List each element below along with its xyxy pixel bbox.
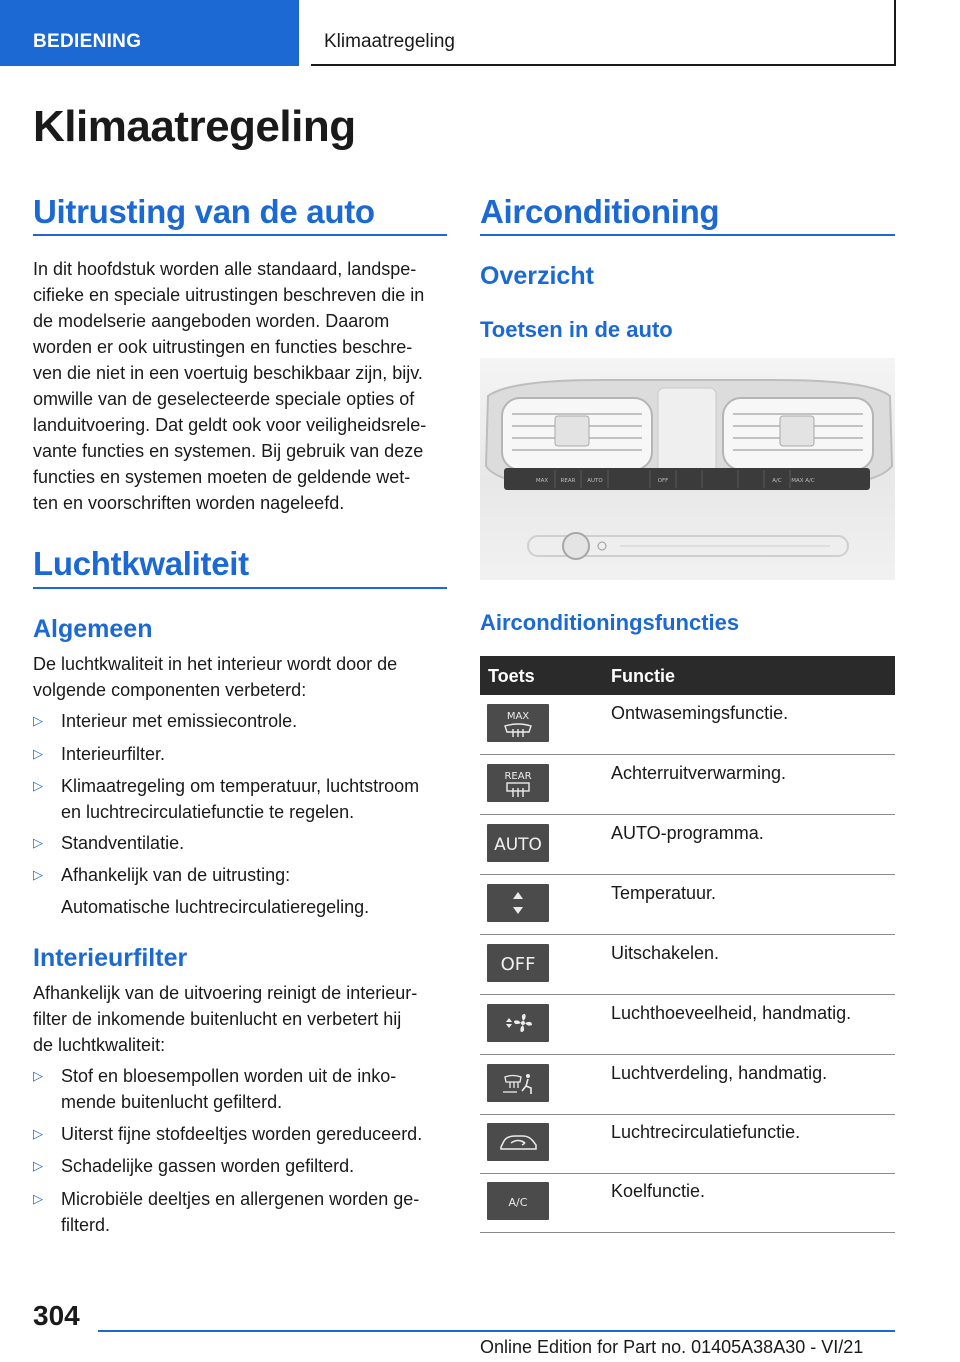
function-text: Luchthoeveelheid, handmatig. — [611, 1003, 852, 1023]
list-item-text: Schadelijke gassen worden gefilterd. — [61, 1156, 355, 1176]
table-row — [480, 1055, 895, 1115]
triangle-bullet-icon: ▷ — [33, 1158, 43, 1173]
column-header-function: Functie — [611, 666, 676, 686]
ac-heading: Airconditioning — [480, 193, 720, 230]
svg-text:MAX: MAX — [506, 711, 530, 722]
list-item-text: Uiterst fijne stofdeeltjes worden gereduceerd. — [61, 1124, 423, 1144]
footer-rule — [98, 1330, 895, 1332]
table-row — [480, 935, 895, 995]
climate-control-photo — [480, 358, 895, 580]
list-item-text: Stof en bloesempollen worden uit de inko- — [61, 1066, 397, 1086]
text-line: Afhankelijk van de uitvoering reinigt de interieur- — [33, 983, 418, 1003]
text-line: vante functies en systemen. Bij gebruik van deze — [33, 441, 424, 461]
photo-button-label: MAX A/C — [791, 478, 815, 484]
filter-heading: Interieurfilter — [33, 944, 188, 972]
air-quality-heading: Luchtkwaliteit — [33, 545, 249, 582]
list-item-text: en luchtrecirculatiefunctie te regelen. — [61, 802, 355, 822]
heading-rule — [33, 587, 447, 589]
triangle-bullet-icon: ▷ — [33, 1126, 43, 1141]
triangle-bullet-icon: ▷ — [33, 867, 43, 882]
section-label: BEDIENING — [33, 31, 142, 52]
buttons-heading: Toetsen in de auto — [480, 317, 673, 342]
table-header — [480, 656, 895, 695]
heading-rule — [33, 234, 447, 236]
heading-rule — [480, 234, 895, 236]
text-line: omwille van de geselecteerde speciale opties of — [33, 389, 415, 409]
column-header-key: Toets — [488, 666, 535, 686]
photo-button-label: MAX — [535, 478, 549, 484]
text-line: ven die niet in een voertuig beschikbaar zijn, bijv. — [33, 363, 423, 383]
list-item-text: Standventilatie. — [61, 833, 185, 853]
chapter-label: Klimaatregeling — [324, 31, 455, 52]
general-paragraph — [33, 651, 453, 703]
filter-paragraph — [33, 980, 453, 1058]
function-text: Koelfunctie. — [611, 1181, 706, 1201]
ac-icon — [487, 1182, 549, 1220]
text-line: De luchtkwaliteit in het interieur wordt door de — [33, 654, 398, 674]
text-line: cifieke en speciale uitrustingen beschreven die in — [33, 285, 425, 305]
triangle-bullet-icon: ▷ — [33, 778, 43, 793]
text-line: filter de inkomende buitenlucht en verbetert hij — [33, 1009, 402, 1029]
recirculation-icon — [487, 1123, 549, 1161]
list-item-text: Klimaatregeling om temperatuur, luchtstroom — [61, 776, 420, 796]
page-title: Klimaatregeling — [33, 102, 356, 151]
auto-icon — [487, 824, 549, 862]
air-distribution-icon — [487, 1064, 549, 1102]
text-line: de luchtkwaliteit: — [33, 1035, 166, 1055]
list-item-text: Interieur met emissiecontrole. — [61, 711, 298, 731]
functions-heading: Airconditioningsfuncties — [480, 610, 740, 635]
equipment-heading: Uitrusting van de auto — [33, 193, 375, 230]
text-line: functies en systemen moeten de geldende wet- — [33, 467, 411, 487]
photo-button-label: REAR — [560, 478, 576, 484]
list-item-text: Afhankelijk van de uitrusting: — [61, 865, 291, 885]
table-row — [480, 755, 895, 815]
photo-button-label: AUTO — [587, 478, 603, 484]
text-line: worden er ook uitrustingen en functies beschre- — [33, 337, 413, 357]
table-row — [480, 995, 895, 1055]
list-item-text: Automatische luchtrecirculatieregeling. — [61, 897, 370, 917]
text-line: In dit hoofdstuk worden alle standaard, landspe- — [33, 259, 417, 279]
table-row — [480, 1173, 895, 1233]
page-number: 304 — [33, 1300, 80, 1331]
list-item-text: filterd. — [61, 1215, 111, 1235]
svg-text:REAR: REAR — [504, 771, 532, 782]
function-text: Temperatuur. — [611, 883, 717, 903]
off-icon — [487, 944, 549, 982]
list-item-text: Interieurfilter. — [61, 744, 166, 764]
table-row — [480, 815, 895, 875]
function-text: Achterruitverwarming. — [611, 763, 787, 783]
edition-text: Online Edition for Part no. 01405A38A30 - VI/21 — [480, 1337, 864, 1357]
list-item-text: mende buitenlucht gefilterd. — [61, 1092, 283, 1112]
svg-text:A/C: A/C — [508, 1196, 528, 1209]
table-row — [480, 695, 895, 755]
triangle-bullet-icon: ▷ — [33, 746, 43, 761]
overview-heading: Overzicht — [480, 262, 594, 290]
photo-button-label: OFF — [657, 478, 669, 484]
function-text: AUTO-programma. — [611, 823, 764, 843]
fan-icon — [487, 1004, 549, 1042]
table-row — [480, 875, 895, 935]
table-row — [480, 1114, 895, 1174]
function-text: Ontwasemingsfunctie. — [611, 703, 789, 723]
temperature-arrows-icon — [487, 884, 549, 922]
triangle-bullet-icon: ▷ — [33, 1068, 43, 1083]
svg-text:OFF: OFF — [500, 954, 536, 975]
max-defrost-icon — [487, 704, 549, 742]
function-text: Luchtverdeling, handmatig. — [611, 1063, 828, 1083]
triangle-bullet-icon: ▷ — [33, 713, 43, 728]
equipment-paragraph — [33, 256, 453, 516]
chapter-header — [311, 0, 896, 66]
list-item-text: Microbiële deeltjes en allergenen worden ge- — [61, 1189, 420, 1209]
function-text: Luchtrecirculatiefunctie. — [611, 1122, 801, 1142]
general-heading: Algemeen — [33, 615, 153, 643]
svg-text:AUTO: AUTO — [494, 835, 542, 855]
triangle-bullet-icon: ▷ — [33, 1191, 43, 1206]
text-line: de modelserie aangeboden worden. Daarom — [33, 311, 390, 331]
photo-button-label: A/C — [772, 478, 782, 484]
text-line: ten en voorschriften worden nageleefd. — [33, 493, 345, 513]
function-text: Uitschakelen. — [611, 943, 720, 963]
text-line: landuitvoering. Dat geldt ook voor veiligheidsrele- — [33, 415, 427, 435]
triangle-bullet-icon: ▷ — [33, 835, 43, 850]
section-tab — [0, 0, 299, 66]
rear-defrost-icon — [487, 764, 549, 802]
text-line: volgende componenten verbeterd: — [33, 680, 307, 700]
